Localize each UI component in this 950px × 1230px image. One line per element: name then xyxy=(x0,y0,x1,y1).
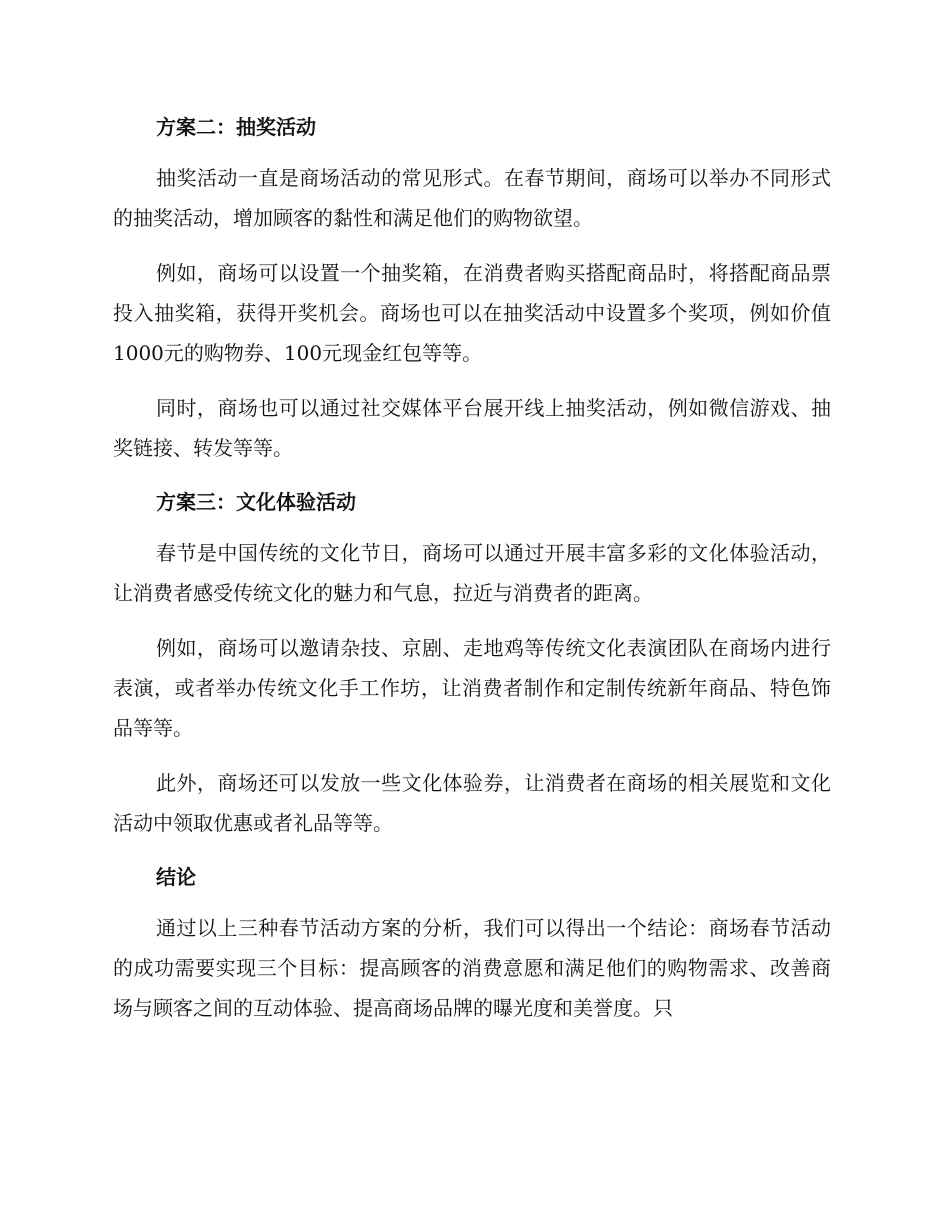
paragraph: 例如，商场可以设置一个抽奖箱，在消费者购买搭配商品时，将搭配商品票投入抽奖箱，获得开奖机会。商场也可以在抽奖活动中设置多个奖项，例如价值1000元的购物券、100元现金红包等等。 xyxy=(113,261,831,365)
paragraph: 抽奖活动一直是商场活动的常见形式。在春节期间，商场可以举办不同形式的抽奖活动，增加顾客的黏性和满足他们的购物欲望。 xyxy=(113,166,831,230)
section-heading-conclusion: 结论 xyxy=(156,865,196,889)
paragraph: 通过以上三种春节活动方案的分析，我们可以得出一个结论：商场春节活动的成功需要实现三个目标：提高顾客的消费意愿和满足他们的购物需求、改善商场与顾客之间的互动体验、提高商场品牌的曝光度和美誉度。只 xyxy=(113,916,831,1020)
document-body xyxy=(113,108,831,1028)
section-heading-lottery: 方案二：抽奖活动 xyxy=(156,115,316,139)
paragraph: 同时，商场也可以通过社交媒体平台展开线上抽奖活动，例如微信游戏、抽奖链接、转发等等。 xyxy=(113,396,831,460)
paragraph: 此外，商场还可以发放一些文化体验券，让消费者在商场的相关展览和文化活动中领取优惠或者礼品等等。 xyxy=(113,771,831,835)
paragraph: 例如，商场可以邀请杂技、京剧、走地鸡等传统文化表演团队在商场内进行表演，或者举办传统文化手工作坊，让消费者制作和定制传统新年商品、特色饰品等等。 xyxy=(113,636,831,740)
paragraph: 春节是中国传统的文化节日，商场可以通过开展丰富多彩的文化体验活动，让消费者感受传统文化的魅力和气息，拉近与消费者的距离。 xyxy=(113,541,831,605)
section-heading-culture: 方案三：文化体验活动 xyxy=(156,490,356,514)
